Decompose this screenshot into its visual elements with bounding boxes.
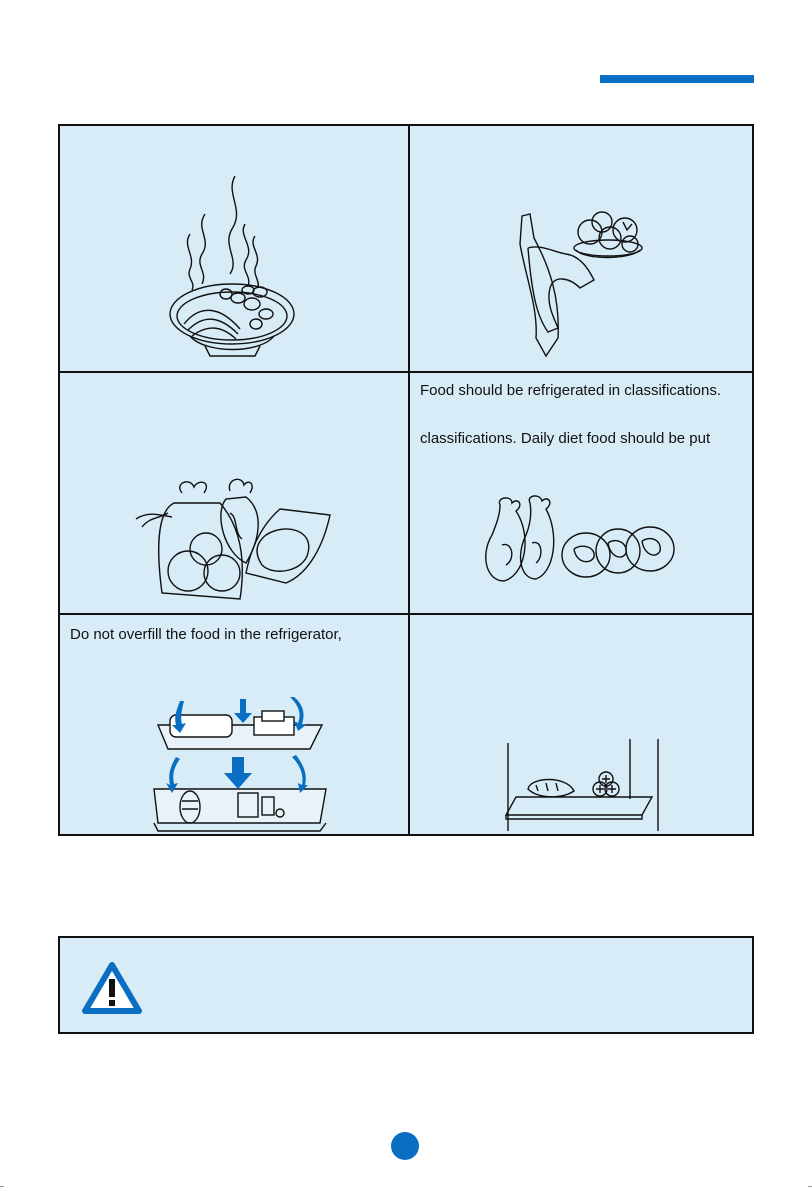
illustration-grid	[58, 124, 754, 836]
cell-wipe-bottle	[410, 126, 754, 371]
corner-mark-right	[808, 1186, 812, 1187]
corner-mark-left	[0, 1186, 4, 1187]
shelf-airflow-arrows-icon	[150, 697, 330, 833]
bottle-and-fruit-plate-icon	[510, 208, 660, 358]
steaming-bowl-icon	[160, 174, 300, 364]
classify-text-line-2: classifications. Daily diet food should be put	[420, 430, 711, 447]
cell-classify-food	[410, 373, 754, 613]
warning-box	[58, 936, 754, 1034]
cell-shelf-fruit	[410, 615, 754, 836]
overfill-text-line-1: Do not overfill the food in the refrigerator,	[70, 626, 342, 643]
shelf-with-fruit-icon	[502, 739, 664, 831]
cell-hot-food	[60, 126, 408, 371]
wrapped-meat-icon	[482, 495, 682, 595]
cell-bagged-food	[60, 373, 408, 613]
header-accent-bar	[600, 75, 754, 83]
page-number-dot	[391, 1132, 419, 1160]
bagged-fruit-and-meat-icon	[134, 473, 334, 613]
warning-triangle-icon	[82, 962, 142, 1014]
classify-text-line-1: Food should be refrigerated in classifications.	[420, 382, 721, 399]
cell-no-overfill	[60, 615, 408, 836]
